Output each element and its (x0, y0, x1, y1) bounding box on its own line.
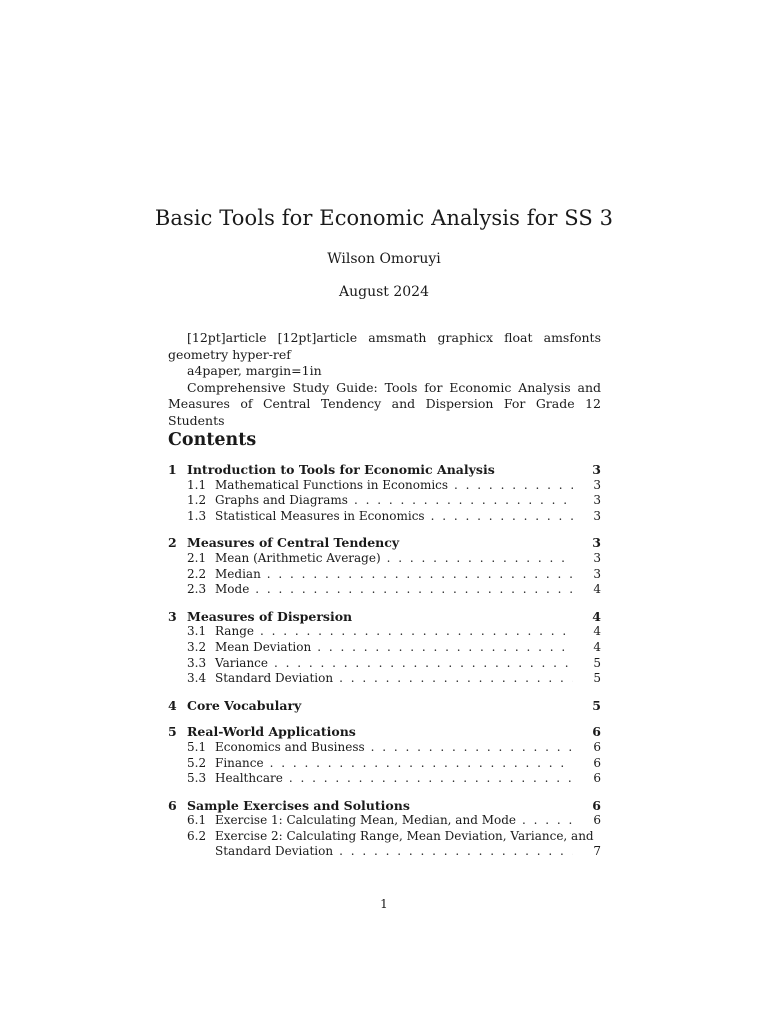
toc-page-number: 6 (592, 797, 601, 813)
toc-subsection-title: Mean Deviation (215, 639, 312, 654)
toc-subsection-title: Economics and Business (215, 739, 365, 754)
toc-section-number: 5 (168, 724, 177, 740)
toc-subentry[interactable] (168, 624, 601, 640)
toc-section-number: 2 (168, 535, 177, 551)
toc-subentry[interactable] (168, 582, 601, 598)
toc-subentry[interactable] (168, 671, 601, 687)
toc-subsection-number: 5.2 (187, 755, 207, 770)
toc-page-number: 3 (592, 462, 601, 477)
toc-subentry[interactable] (168, 551, 601, 567)
toc-subsection-number: 1.2 (187, 493, 207, 508)
toc-page-number: 5 (593, 671, 601, 686)
toc-subsection-number: 2.3 (187, 582, 207, 597)
toc-page-number: 7 (593, 844, 601, 859)
toc-subsection-title: Statistical Measures in Economics (215, 508, 425, 523)
toc-subsection-title: Graphs and Diagrams (215, 493, 348, 508)
contents-heading: Contents (168, 430, 257, 450)
toc-subsection-title: Mean (Arithmetic Average) (215, 550, 381, 565)
toc-section-title: Real-World Applications (187, 724, 356, 740)
toc-page-number: 6 (593, 771, 601, 786)
toc-subentry[interactable] (168, 813, 601, 829)
toc-page-number: 3 (593, 566, 601, 581)
toc-page-number: 6 (593, 755, 601, 770)
dot-leader (267, 567, 573, 583)
toc-entry[interactable] (168, 609, 601, 625)
toc-section-4 (168, 698, 601, 714)
toc-page-number: 6 (593, 739, 601, 754)
toc-subsection-title: Standard Deviation (215, 671, 334, 686)
toc-subentry[interactable] (168, 567, 601, 583)
toc-page-number: 6 (593, 813, 601, 828)
toc-page-number: 4 (592, 608, 601, 624)
dot-leader (339, 671, 573, 687)
dot-leader (255, 582, 573, 598)
dot-leader (454, 478, 573, 494)
preamble-line-geometry: a4paper, margin=1in (187, 363, 322, 378)
toc-subentry[interactable] (168, 771, 601, 787)
dot-leader (387, 551, 573, 567)
toc-subentry[interactable] (168, 656, 601, 672)
toc-subsection-title: Mode (215, 582, 250, 597)
toc-subsection-title: Variance (215, 655, 268, 670)
toc-subsection-number: 2.2 (187, 566, 207, 581)
preamble-line-packages: [12pt]article [12pt]article amsmath graphicx float amsfonts geometry hyper-ref (168, 330, 601, 362)
dot-leader (274, 656, 573, 672)
dot-leader (354, 493, 573, 509)
toc-subsection-title: Mathematical Functions in Economics (215, 477, 449, 492)
dot-leader (317, 640, 573, 656)
toc-entry[interactable] (168, 724, 601, 740)
toc-page-number: 4 (593, 582, 601, 597)
toc-subsection-number: 5.3 (187, 771, 207, 786)
toc-subsection-number: 6.1 (187, 813, 207, 828)
toc-subsection-title: Exercise 1: Calculating Mean, Median, and Mode (215, 813, 516, 828)
toc-section-number: 1 (168, 462, 177, 477)
toc-page-number: 4 (593, 639, 601, 654)
toc-page-number: 5 (593, 655, 601, 670)
toc-subentry-continuation[interactable] (168, 844, 601, 860)
toc-section-number: 6 (168, 797, 177, 813)
toc-section-5 (168, 724, 601, 786)
dot-leader (371, 740, 573, 756)
toc-subsection-number: 3.4 (187, 671, 207, 686)
dot-leader (431, 509, 573, 525)
toc-entry[interactable] (168, 698, 601, 714)
toc-entry[interactable] (168, 798, 601, 814)
toc-subentry[interactable] (168, 509, 601, 525)
toc-subsection-number: 6.2 (187, 828, 207, 843)
toc-subsection-number: 5.1 (187, 739, 207, 754)
toc-page-number: 6 (592, 724, 601, 740)
toc-page-number: 4 (593, 624, 601, 639)
toc-subsection-number: 1.3 (187, 508, 207, 523)
toc-page-number: 3 (593, 477, 601, 492)
toc-entry[interactable] (168, 535, 601, 551)
toc-subsection-title: Range (215, 624, 254, 639)
toc-subentry[interactable] (168, 478, 601, 494)
toc-subentry[interactable] (168, 640, 601, 656)
dot-leader (522, 813, 573, 829)
toc-page-number: 3 (593, 508, 601, 523)
toc-subentry[interactable] (168, 740, 601, 756)
toc-subsection-title: Finance (215, 755, 264, 770)
toc-entry[interactable] (168, 462, 601, 478)
toc-page-number: 3 (592, 535, 601, 551)
toc-subsection-title: Exercise 2: Calculating Range, Mean Deviation, Variance, and (215, 828, 594, 843)
toc-subentry[interactable] (168, 493, 601, 509)
toc-subentry[interactable] (168, 756, 601, 772)
dot-leader (270, 756, 573, 772)
toc-section-number: 4 (168, 697, 177, 713)
toc-subsection-number: 3.1 (187, 624, 207, 639)
page-number: 1 (380, 897, 388, 911)
toc-section-3 (168, 609, 601, 687)
toc-subsection-number: 3.2 (187, 639, 207, 654)
document-title: Basic Tools for Economic Analysis for SS 3 (154, 206, 614, 230)
toc-section-6 (168, 798, 601, 860)
toc-section-title: Measures of Dispersion (187, 608, 353, 624)
document-author: Wilson Omoruyi (327, 251, 441, 267)
dot-leader (260, 624, 573, 640)
preamble-line-guide: Comprehensive Study Guide: Tools for Economic Analysis and Measures of Central Tendency and Dispersion For Grade 12 Students (168, 379, 601, 428)
table-of-contents (168, 462, 601, 871)
toc-page-number: 3 (593, 493, 601, 508)
toc-subentry[interactable] (168, 829, 601, 845)
toc-subsection-title-continued: Standard Deviation (215, 844, 334, 859)
dot-leader (289, 771, 573, 787)
toc-section-title: Measures of Central Tendency (187, 535, 400, 551)
preamble-text (168, 330, 601, 429)
toc-subsection-title: Healthcare (215, 771, 283, 786)
toc-section-2 (168, 535, 601, 597)
dot-leader (339, 844, 573, 860)
toc-page-number: 5 (592, 697, 601, 713)
toc-page-number: 3 (593, 550, 601, 565)
toc-subsection-title: Median (215, 566, 261, 581)
toc-section-number: 3 (168, 608, 177, 624)
toc-section-title: Core Vocabulary (187, 697, 302, 713)
toc-section-1 (168, 462, 601, 524)
document-date: August 2024 (339, 284, 429, 300)
toc-subsection-number: 3.3 (187, 655, 207, 670)
toc-subsection-number: 1.1 (187, 477, 207, 492)
toc-subsection-number: 2.1 (187, 550, 207, 565)
toc-section-title: Introduction to Tools for Economic Analysis (187, 462, 495, 477)
toc-section-title: Sample Exercises and Solutions (187, 797, 410, 813)
